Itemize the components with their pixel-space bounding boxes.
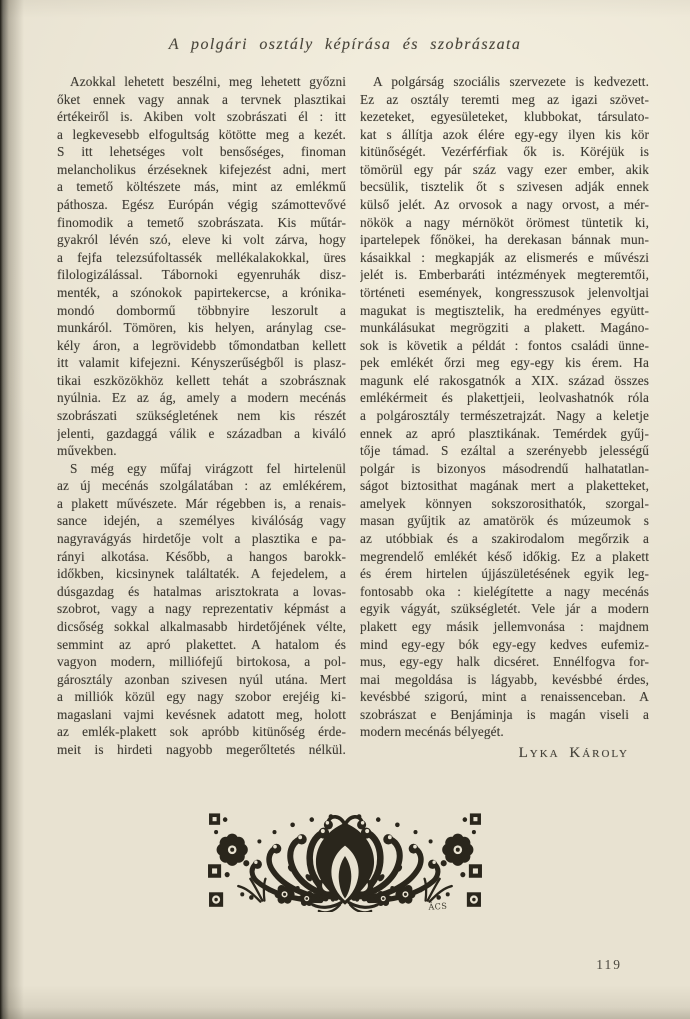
text-line: plakett egy másik jellemvonása : majdnem xyxy=(360,618,649,634)
text-line: emlékérmeit és plakettjeii, leolvashatnók róla xyxy=(360,390,649,406)
text-line: ennek az apró plasztikának. Temérdek gyűj- xyxy=(360,425,649,441)
ornament-artist-signature: ÁCS xyxy=(428,900,448,912)
text-line: mondó dombormű többnyire leszorult a xyxy=(57,302,346,318)
text-line: jelét is. Emberbaráti intézmények megteremtői, xyxy=(360,267,649,283)
folk-ornament-graphic xyxy=(204,802,486,912)
text-line: rányi alkotása. Később, a hangos barokk- xyxy=(57,548,346,564)
text-line: kat s állítja azok élére egy-egy ilyen kis kör xyxy=(360,126,649,142)
text-line: gárosztály azonban szivesen nyúl utána. Mert xyxy=(57,671,346,687)
text-line: az új mecénás szolgálatában : az emlékérem, xyxy=(57,478,346,494)
left-column xyxy=(57,73,346,762)
text-line: becsülik, tisztelik őt s szivesen adják ennek xyxy=(360,179,649,195)
text-line: tője támad. S ezáltal a szerényebb jelességű xyxy=(360,443,649,459)
text-line: tömörül egy pár száz vagy ezer ember, akik xyxy=(360,161,649,177)
text-line: a legkevesebb elfogultság kötötte meg a kezét. xyxy=(57,126,346,142)
text-line: kevésbbé szigorú, mint a renaissenceban. A xyxy=(360,689,649,705)
text-line: polgár is bizonyos másodrendű halhatatlan- xyxy=(360,460,649,476)
text-line: magunk elé rakosgatnók a XIX. század összes xyxy=(360,372,649,388)
text-line: magukat is megtisztelik, ha eredményes együtt- xyxy=(360,302,649,318)
text-line: melancholikus érzéseknek kifejezést adni, mert xyxy=(57,161,346,177)
text-line: mus, egy-egy halk dicséret. Ennélfogva for- xyxy=(360,654,649,670)
text-line: filologizálással. Tábornoki egyenruhák disz- xyxy=(57,267,346,283)
text-line: Ez az osztály teremti meg az igazi szövet- xyxy=(360,91,649,107)
text-line: külső jelét. Az orvosok a nagy orvost, a mér- xyxy=(360,197,649,213)
text-line: Azokkal lehetett beszélni, meg lehetett győzni xyxy=(70,74,346,89)
text-line: mind egy-egy bók egy-egy kedves eufemiz- xyxy=(360,636,649,652)
text-line: nagyravágyás hirdetője volt a plasztika e pa- xyxy=(57,531,346,547)
text-line: egyik vágyát, szükségletét. Vele jár a modern xyxy=(360,601,649,617)
text-line: amelyek könnyen sokszorosithatók, szorgal- xyxy=(360,495,649,511)
text-line: gyakról lévén szó, eleve ki volt zárva, hogy xyxy=(57,232,346,248)
text-line: kély áron, a legrövidebb tőmondatban kellett xyxy=(57,337,346,353)
text-line: és érem hirtelen újjászületésének egyik leg- xyxy=(360,566,649,582)
text-line: művekben. xyxy=(57,443,117,459)
text-line: szobrászati szükségletének nem kis részét xyxy=(57,407,346,423)
text-line: sance idején, a személyes kiválóság vagy xyxy=(57,513,346,529)
text-line: vagyon modern, milliófejű birtokosa, a pol- xyxy=(57,654,346,670)
text-line: semmint az apró plakettet. A hatalom és xyxy=(57,636,346,652)
text-line: szobrászat e Benjáminja is magán viseli a xyxy=(360,706,649,722)
text-line: A polgárság szociális szervezete is kedvezett. xyxy=(373,74,649,89)
text-line: megrendelő emlékét késő időkig. Ez a plakett xyxy=(360,548,649,564)
text-line: az emlék-plakett sok apróbb kitünőség érde- xyxy=(57,724,346,740)
text-line: dúsgazdag és hatalmas arisztokrata a lovas- xyxy=(57,583,346,599)
text-line: jelenti, gazdaggá válik e században a kiváló xyxy=(57,425,346,441)
text-line: S itt lehetséges volt bensőséges, finoman xyxy=(57,144,346,160)
text-line: szobrot, vagy a nagy reprezentativ képmást a xyxy=(57,601,346,617)
text-line: pek emlékét őrzi meg egy-egy kis érem. Ha xyxy=(360,355,649,371)
page-number: 119 xyxy=(596,957,622,972)
text-line: nökök a nagy mérnököt örömest tüntetik ki, xyxy=(360,214,649,230)
right-column xyxy=(360,73,649,762)
right-column-lines xyxy=(360,73,649,741)
text-line: munkálásukat megrögziti a plakett. Magáno- xyxy=(360,320,649,336)
text-line: modern mecénás bélyegét. xyxy=(360,724,504,740)
text-line: munkáról. Tömören, kis helyen, aránylag cse- xyxy=(57,320,346,336)
text-line: S még egy műfaj virágzott fel hirtelenül xyxy=(70,460,346,476)
text-line: nyúlnia. Ez az ág, amely a modern mecénás xyxy=(57,390,346,406)
text-line: kásaikkal : megkapják az elismerés e művészi xyxy=(360,249,649,265)
text-line: sok is követik a példát : fontos családi ünne- xyxy=(360,337,649,353)
text-line: értékeiről is. Akiben volt szobrászati él : itt xyxy=(57,109,346,125)
text-line: az utóbbiak és a szakirodalom megőrzik a xyxy=(360,531,649,547)
text-line: a milliók közül egy nagy szobor erejéig ki- xyxy=(57,689,346,705)
text-line: dicsőség sokkal alkalmasabb hirdetőjének vélte, xyxy=(57,618,346,634)
author-signature: Lyka Károly xyxy=(518,744,629,761)
text-line: a polgárosztály természetrajzát. Nagy a keletje xyxy=(360,407,649,423)
text-line: őket ennek vagy annak a tervnek plasztikai xyxy=(57,91,346,107)
text-line: ipartelepek főnökei, ha derekasan bánnak mun- xyxy=(360,232,649,248)
text-line: mai megoldása is lágyabb, kevésbbé érdes, xyxy=(360,671,649,687)
text-line: magaslani vajmi kevésnek adatott meg, holott xyxy=(57,706,346,722)
text-line: a fejfa telezsúfoltassék mellékalakokkal, üres xyxy=(57,249,346,265)
text-line: tikai eszközökhöz kellett tehát a szobrásznak xyxy=(57,372,346,388)
text-line: meit is hirdeti nagyobb megerőltetés nélkül. xyxy=(57,741,346,757)
tailpiece-ornament xyxy=(204,802,486,912)
text-line: történeti események, kongresszusok jelenvoltjai xyxy=(360,284,649,300)
text-line: kezeteket, egyesületeket, klubbokat, társulato- xyxy=(360,109,649,125)
text-line: itt valamit kifejezni. Kényszerűségből is plasz- xyxy=(57,355,346,371)
text-line: a temető költészete más, mint az emlékmű xyxy=(57,179,346,195)
text-line: kitünőségét. Vezérférfiak ők is. Köréjük is xyxy=(360,144,649,160)
text-line: masan gyűjtik az amatörök és múzeumok s xyxy=(360,513,649,529)
text-line: páthosza. Egész Európán végig számottevővé xyxy=(57,197,346,213)
text-line: finomodik a temető szobrászata. Kis műtár- xyxy=(57,214,346,230)
text-line: fontosabb oka : kielégítette a nagy mecénás xyxy=(360,583,649,599)
text-line: időkben, kicsinynek találtaték. A fejedelem, a xyxy=(57,566,346,582)
text-columns xyxy=(57,73,649,762)
text-line: a plakett művészete. Már régebben is, a renais- xyxy=(57,495,346,511)
text-line: menték, a szónokok papirtekercse, a krónika- xyxy=(57,284,346,300)
running-title: A polgári osztály képírása és szobrászata xyxy=(168,36,522,53)
text-line: ságot biztosithat magának mert a plaketteket, xyxy=(360,478,649,494)
